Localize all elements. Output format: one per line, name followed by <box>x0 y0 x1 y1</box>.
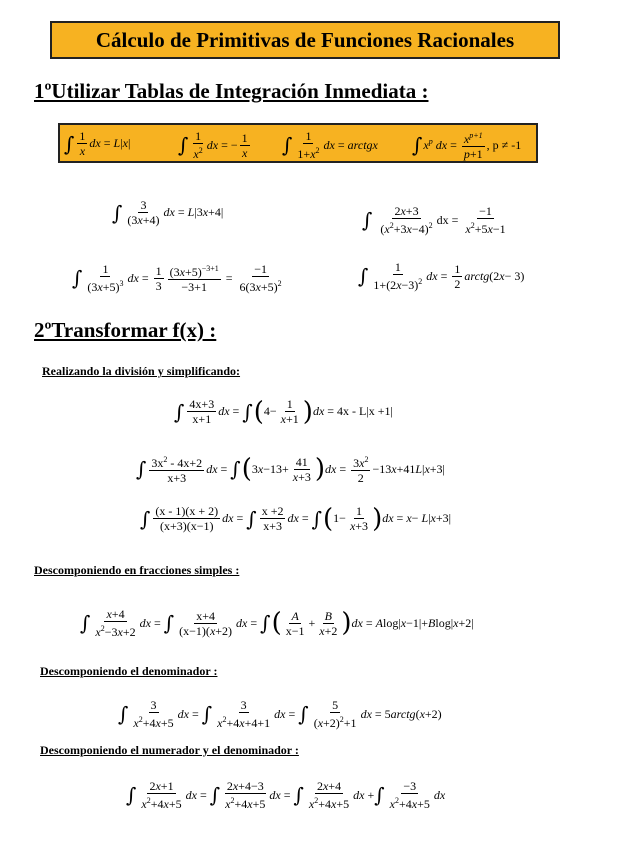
example-4: ∫ 1 $1+(2x-3)^2$ dx = 1 2 arctg (2 x − 3) <box>358 260 525 292</box>
numerator-denominator-eq: ∫ 2x+1 $x^2+4x+5$ dx = ∫ 2x+4−3 $x^2+4x+5$ dx = ∫ 2x+4 $x^2+4x+5$ dx + ∫ −3 $x^2+4x+5$ dx <box>126 779 446 811</box>
example-2: ∫ 2x+3 $(x^2+3x-4)^2$ dx = −1 $x^2+5x-1$ <box>362 204 506 236</box>
partial-fractions-eq: ∫ x+4 $x^2-3x+2$ dx = ∫ x+4 (x−1)(x+2) dx = ∫ ( A x−1 + B x+2 ) dx = A log| x −1|+ B log| x +2| <box>80 607 474 639</box>
section2-heading: 2ºTransformar f(x) : <box>34 318 217 342</box>
subheading-division: Realizando la división y simplificando: <box>42 364 241 378</box>
subheading-numerator-denominator: Descomponiendo el numerador y el denominador : <box>40 743 299 757</box>
subheading-denominator: Descomponiendo el denominador : <box>40 664 218 678</box>
division-eq-2: ∫ $3x^2 - 4x+2$ x+3 dx = ∫ ( 3 x −13+ 41 x+3 ) dx = $3x^2$ 2 −13 x +41 L | x +3| <box>136 454 445 485</box>
formula-2: ∫ 1 $x^2$ dx = − 1 x <box>178 129 248 161</box>
formula-3: ∫ 1 $1+x^2$ dx = arctgx <box>282 129 378 161</box>
example-3: ∫ 1 $(3x+5)^3$ dx = 1 3 $(3x+5)^{-3+1}$ −3+1 = −1 $6(3x+5)^2$ <box>72 262 282 294</box>
formula-4: ∫ $x^p$ dx = $x^{p+1}$ p+1 , p ≠ -1 <box>412 131 522 161</box>
subheading-partial-fractions: Descomponiendo en fracciones simples : <box>34 563 240 577</box>
division-eq-3: ∫ (x - 1)(x + 2) (x+3)(x−1) dx = ∫ x +2 x+3 dx = ∫ ( 1− 1 x+3 ) dx = x − L | x +3| <box>140 503 452 534</box>
example-1: ∫ 3 (3x+4) dx = L |3 x +4| <box>112 198 224 227</box>
denominator-eq: ∫ 3 $x^2+4x+5$ dx = ∫ 3 $x^2+4x+4+1$ dx = ∫ 5 $(x+2)^2+1$ dx = 5 arctg ( x +2) <box>118 698 442 730</box>
formula-1: ∫ 1 x dx = L | x | <box>64 129 131 158</box>
formula-table <box>58 123 538 163</box>
division-eq-1: ∫ 4x+3 x+1 dx = ∫ ( 4− 1 x+1 ) dx = 4x - L|x +1| <box>174 396 393 427</box>
section1-heading: 1ºUtilizar Tablas de Integración Inmediata : <box>34 79 429 103</box>
page-title: Cálculo de Primitivas de Funciones Racionales <box>50 21 560 59</box>
